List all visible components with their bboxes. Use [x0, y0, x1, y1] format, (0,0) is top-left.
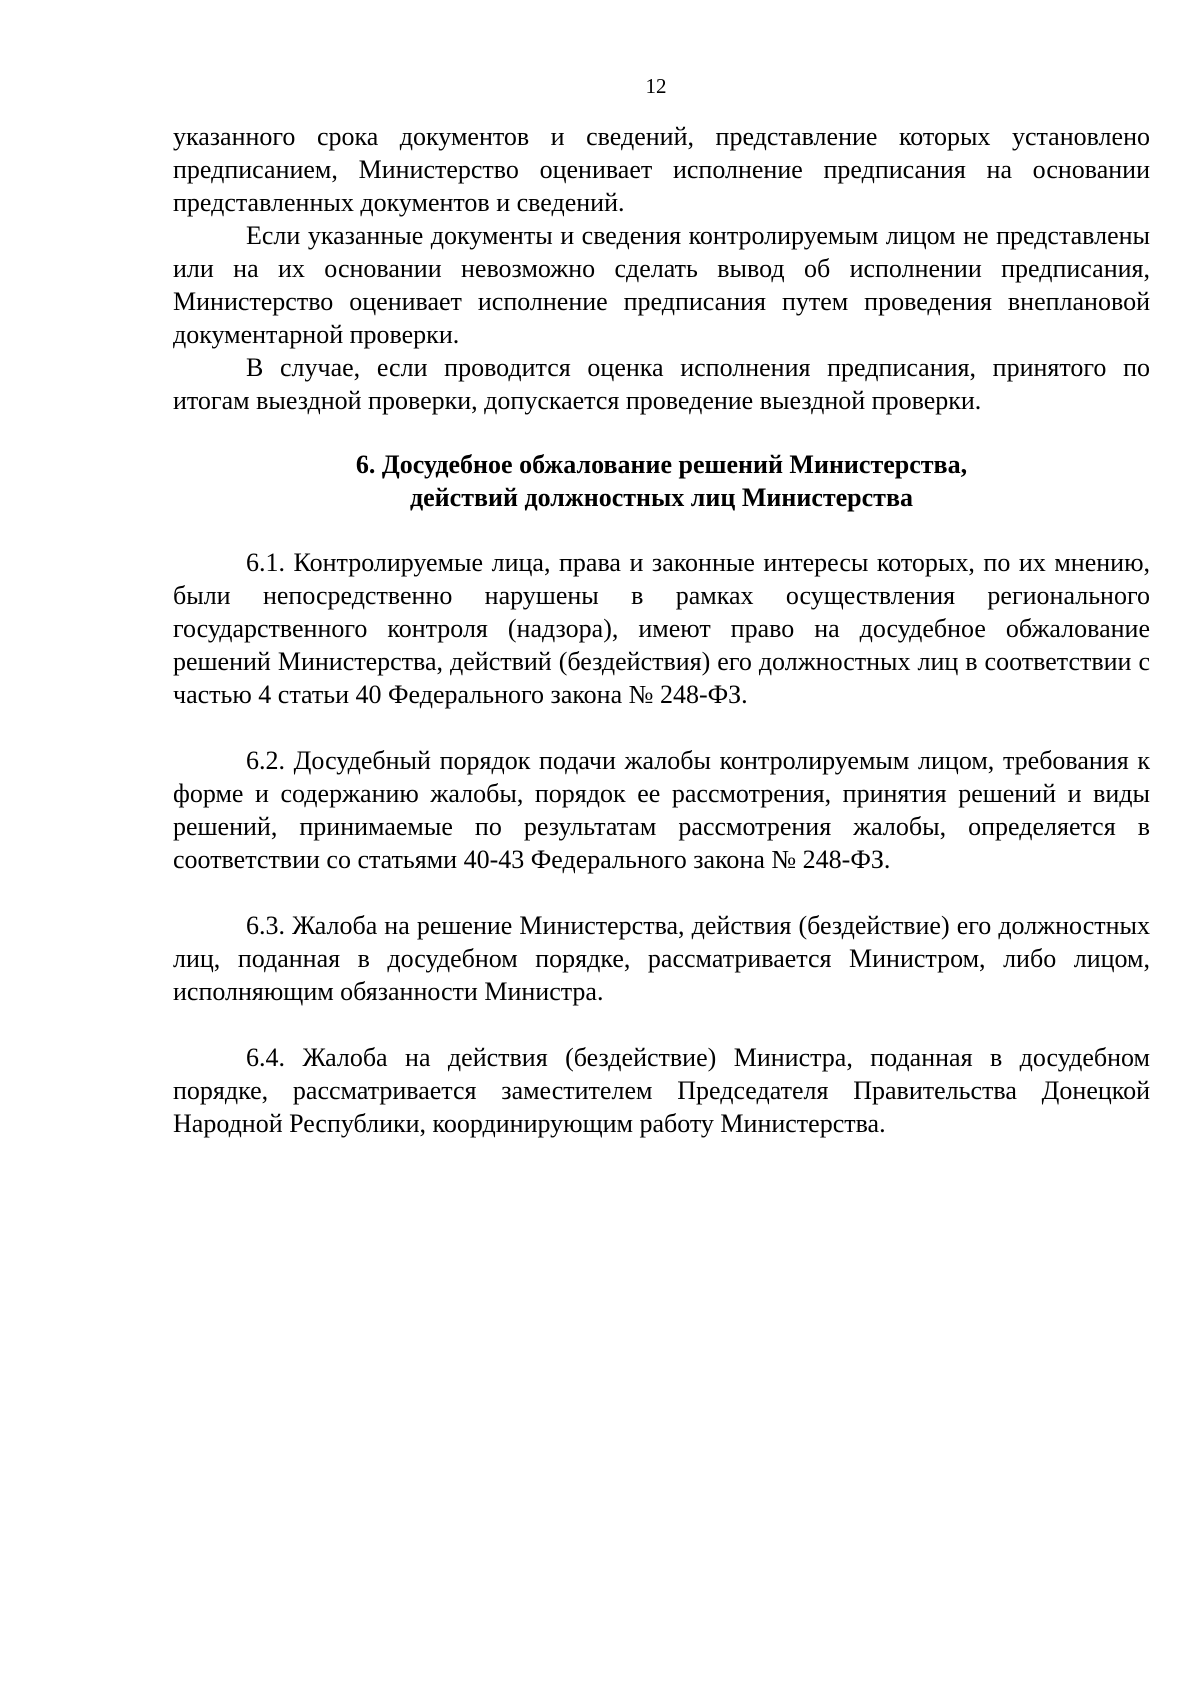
section-heading-line-2: действий должностных лиц Министерства — [409, 483, 913, 512]
clause-6-4: 6.4. Жалоба на действия (бездействие) Министра, поданная в досудебном порядке, рассматривается заместителем Председателя Правительства Донецкой Народной Республики, координирующим работу Министерства. — [173, 1043, 1150, 1138]
section-heading-line-1: 6. Досудебное обжалование решений Министерства, — [355, 450, 968, 479]
document-body — [173, 120, 1150, 1140]
clause-6-1: 6.1. Контролируемые лица, права и законные интересы которых, по их мнению, были непосредственно нарушены в рамках осуществления регионального государственного контроля (надзора), имеют право на досудебное обжалование решений Министерства, действий (бездействия) его должностных лиц в соответствии с частью 4 статьи 40 Федерального закона № 248-ФЗ. — [173, 548, 1150, 709]
section-heading — [173, 448, 1150, 514]
intro-paragraph-3: В случае, если проводится оценка исполнения предписания, принятого по итогам выездной проверки, допускается проведение выездной проверки. — [173, 353, 1150, 415]
clause-6-3: 6.3. Жалоба на решение Министерства, действия (бездействие) его должностных лиц, поданная в досудебном порядке, рассматривается Министром, либо лицом, исполняющим обязанности Министра. — [173, 911, 1150, 1006]
intro-paragraph-1: указанного срока документов и сведений, представление которых установлено предписанием, Министерство оценивает исполнение предписания на основании представленных документов и сведений. — [173, 122, 1150, 217]
clause-6-2: 6.2. Досудебный порядок подачи жалобы контролируемым лицом, требования к форме и содержанию жалобы, порядок ее рассмотрения, принятия решений и виды решений, принимаемые по результатам рассмотрения жалобы, определяется в соответствии со статьями 40-43 Федерального закона № 248-ФЗ. — [173, 746, 1150, 874]
intro-paragraph-2: Если указанные документы и сведения контролируемым лицом не представлены или на их основании невозможно сделать вывод об исполнении предписания, Министерство оценивает исполнение предписания путем проведения внеплановой документарной проверки. — [173, 221, 1150, 349]
page-number: 12 — [645, 74, 667, 98]
